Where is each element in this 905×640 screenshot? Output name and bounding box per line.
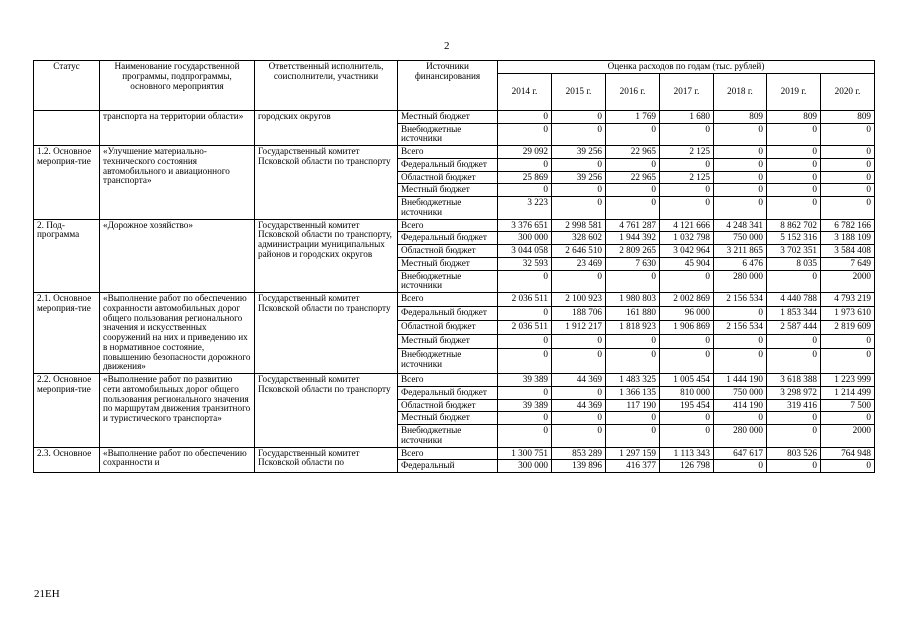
amount-cell: 0 — [660, 412, 714, 425]
amount-cell: 0 — [498, 307, 552, 321]
funding-source: Областной бюджет — [398, 399, 498, 412]
row-status: 2.3. Основное — [34, 447, 100, 473]
amount-cell: 3 584 408 — [821, 245, 875, 258]
amount-cell: 2 100 923 — [552, 293, 606, 307]
row-executor: Государственный комитет Псковской области по транспорту — [255, 293, 398, 374]
header-estimate: Оценка расходов по годам (тыс. рублей) — [498, 61, 875, 74]
amount-cell: 1 113 343 — [660, 447, 714, 460]
row-executor: Государственный комитет Псковской области по транспорту, администрации муниципальных районов и городских округов — [255, 219, 398, 293]
amount-cell: 0 — [767, 158, 821, 171]
amount-cell: 2 125 — [660, 171, 714, 184]
amount-cell: 195 454 — [660, 399, 714, 412]
amount-cell: 809 — [821, 110, 875, 123]
amount-cell: 3 298 972 — [767, 386, 821, 399]
amount-cell: 0 — [660, 425, 714, 448]
row-executor: Государственный комитет Псковской области по транспорту — [255, 374, 398, 448]
amount-cell: 1 818 923 — [606, 321, 660, 335]
amount-cell: 96 000 — [660, 307, 714, 321]
row-executor: Государственный комитет Псковской области по транспорту — [255, 146, 398, 220]
row-program-name: «Выполнение работ по развитию сети автомобильных дорог общего пользования регионального значения по маршрутам движения транзитного и туристического транспорта» — [100, 374, 255, 448]
header-year: 2020 г. — [821, 73, 875, 110]
amount-cell: 300 000 — [498, 232, 552, 245]
funding-source: Местный бюджет — [398, 110, 498, 123]
amount-cell: 750 000 — [714, 232, 767, 245]
row-program-name: «Улучшение материально-технического состояния автомобильного и авиационного транспорта» — [100, 146, 255, 220]
amount-cell: 0 — [714, 412, 767, 425]
row-status — [34, 110, 100, 145]
amount-cell: 809 — [767, 110, 821, 123]
amount-cell: 0 — [552, 158, 606, 171]
amount-cell: 0 — [606, 158, 660, 171]
amount-cell: 1 223 999 — [821, 374, 875, 387]
amount-cell: 0 — [660, 270, 714, 293]
amount-cell: 25 869 — [498, 171, 552, 184]
funding-source: Местный бюджет — [398, 257, 498, 270]
amount-cell: 0 — [714, 335, 767, 349]
amount-cell: 1 297 159 — [606, 447, 660, 460]
amount-cell: 0 — [606, 123, 660, 146]
amount-cell: 0 — [821, 460, 875, 473]
table-row — [34, 293, 875, 307]
amount-cell: 2 125 — [660, 146, 714, 159]
amount-cell: 0 — [552, 386, 606, 399]
row-program-name: «Выполнение работ по обеспечению сохранности автомобильных дорог общего пользования регионального значения и искусственных сооружений на них и приведению их в нормативное состояние, повышению безопасности дорожного движения» — [100, 293, 255, 374]
amount-cell: 0 — [606, 184, 660, 197]
amount-cell: 0 — [767, 460, 821, 473]
amount-cell: 0 — [498, 110, 552, 123]
amount-cell: 39 389 — [498, 374, 552, 387]
amount-cell: 0 — [660, 158, 714, 171]
amount-cell: 0 — [714, 158, 767, 171]
amount-cell: 1 944 392 — [606, 232, 660, 245]
amount-cell: 1 980 803 — [606, 293, 660, 307]
header-name: Наименование государственной программы, подпрограммы, основного мероприятия — [100, 61, 255, 111]
amount-cell: 161 880 — [606, 307, 660, 321]
amount-cell: 0 — [552, 184, 606, 197]
table-body — [34, 110, 875, 472]
amount-cell: 3 223 — [498, 197, 552, 220]
header-year: 2014 г. — [498, 73, 552, 110]
amount-cell: 0 — [552, 349, 606, 374]
amount-cell: 2 646 510 — [552, 245, 606, 258]
amount-cell: 0 — [660, 349, 714, 374]
header-executor: Ответственный исполнитель, соисполнители, участники — [255, 61, 398, 111]
amount-cell: 0 — [821, 184, 875, 197]
amount-cell: 0 — [660, 184, 714, 197]
amount-cell: 0 — [821, 412, 875, 425]
amount-cell: 1 906 869 — [660, 321, 714, 335]
funding-source: Всего — [398, 219, 498, 232]
row-status: 2.2. Основное мероприя-тие — [34, 374, 100, 448]
row-status: 1.2. Основное мероприя-тие — [34, 146, 100, 220]
funding-source: Федеральный бюджет — [398, 158, 498, 171]
amount-cell: 0 — [714, 307, 767, 321]
amount-cell: 803 526 — [767, 447, 821, 460]
amount-cell: 319 416 — [767, 399, 821, 412]
amount-cell: 853 289 — [552, 447, 606, 460]
row-program-name: «Выполнение работ по обеспечению сохранности и — [100, 447, 255, 473]
amount-cell: 416 377 — [606, 460, 660, 473]
amount-cell: 45 904 — [660, 257, 714, 270]
amount-cell: 8 862 702 — [767, 219, 821, 232]
amount-cell: 0 — [767, 412, 821, 425]
amount-cell: 2 036 511 — [498, 321, 552, 335]
amount-cell: 0 — [498, 386, 552, 399]
amount-cell: 1 912 217 — [552, 321, 606, 335]
funding-source: Внебюджетные источники — [398, 197, 498, 220]
funding-source: Областной бюджет — [398, 321, 498, 335]
amount-cell: 0 — [498, 184, 552, 197]
amount-cell: 0 — [714, 349, 767, 374]
amount-cell: 0 — [767, 270, 821, 293]
amount-cell: 0 — [714, 146, 767, 159]
header-year: 2017 г. — [660, 73, 714, 110]
amount-cell: 117 190 — [606, 399, 660, 412]
amount-cell: 0 — [606, 335, 660, 349]
page-number: 2 — [444, 40, 450, 52]
amount-cell: 0 — [498, 425, 552, 448]
amount-cell: 3 044 058 — [498, 245, 552, 258]
header-sources: Источники финансирования — [398, 61, 498, 111]
amount-cell: 0 — [767, 349, 821, 374]
funding-source: Федеральный бюджет — [398, 232, 498, 245]
amount-cell: 0 — [660, 335, 714, 349]
funding-source: Местный бюджет — [398, 335, 498, 349]
amount-cell: 0 — [552, 335, 606, 349]
amount-cell: 0 — [498, 349, 552, 374]
amount-cell: 0 — [606, 270, 660, 293]
table-row — [34, 219, 875, 232]
amount-cell: 0 — [660, 197, 714, 220]
amount-cell: 0 — [552, 110, 606, 123]
amount-cell: 809 — [714, 110, 767, 123]
funding-source: Федеральный — [398, 460, 498, 473]
amount-cell: 0 — [498, 270, 552, 293]
amount-cell: 3 618 388 — [767, 374, 821, 387]
amount-cell: 44 369 — [552, 399, 606, 412]
amount-cell: 0 — [498, 412, 552, 425]
amount-cell: 22 965 — [606, 171, 660, 184]
amount-cell: 0 — [498, 335, 552, 349]
amount-cell: 3 702 351 — [767, 245, 821, 258]
amount-cell: 4 440 788 — [767, 293, 821, 307]
amount-cell: 3 211 865 — [714, 245, 767, 258]
amount-cell: 0 — [821, 197, 875, 220]
amount-cell: 29 092 — [498, 146, 552, 159]
funding-source: Местный бюджет — [398, 184, 498, 197]
amount-cell: 1 444 190 — [714, 374, 767, 387]
funding-source: Федеральный бюджет — [398, 386, 498, 399]
amount-cell: 1 214 499 — [821, 386, 875, 399]
funding-source: Всего — [398, 293, 498, 307]
amount-cell: 4 248 341 — [714, 219, 767, 232]
funding-source: Федеральный бюджет — [398, 307, 498, 321]
amount-cell: 1 032 798 — [660, 232, 714, 245]
amount-cell: 0 — [767, 335, 821, 349]
amount-cell: 2000 — [821, 425, 875, 448]
amount-cell: 7 649 — [821, 257, 875, 270]
amount-cell: 5 152 316 — [767, 232, 821, 245]
amount-cell: 4 793 219 — [821, 293, 875, 307]
amount-cell: 0 — [714, 460, 767, 473]
amount-cell: 0 — [821, 171, 875, 184]
table-row — [34, 110, 875, 123]
amount-cell: 39 256 — [552, 146, 606, 159]
amount-cell: 0 — [767, 184, 821, 197]
budget-table — [33, 60, 875, 473]
amount-cell: 280 000 — [714, 425, 767, 448]
amount-cell: 22 965 — [606, 146, 660, 159]
funding-source: Внебюджетные источники — [398, 349, 498, 374]
amount-cell: 0 — [821, 335, 875, 349]
amount-cell: 0 — [606, 412, 660, 425]
amount-cell: 0 — [714, 184, 767, 197]
amount-cell: 300 000 — [498, 460, 552, 473]
amount-cell: 0 — [660, 123, 714, 146]
row-executor: городских округов — [255, 110, 398, 145]
amount-cell: 2 002 869 — [660, 293, 714, 307]
amount-cell: 2 998 581 — [552, 219, 606, 232]
amount-cell: 8 035 — [767, 257, 821, 270]
amount-cell: 0 — [767, 146, 821, 159]
row-executor: Государственный комитет Псковской области по — [255, 447, 398, 473]
amount-cell: 6 476 — [714, 257, 767, 270]
funding-source: Местный бюджет — [398, 412, 498, 425]
amount-cell: 0 — [552, 123, 606, 146]
header-year: 2018 г. — [714, 73, 767, 110]
amount-cell: 3 042 964 — [660, 245, 714, 258]
amount-cell: 1 483 325 — [606, 374, 660, 387]
amount-cell: 1 853 344 — [767, 307, 821, 321]
amount-cell: 139 896 — [552, 460, 606, 473]
header-year: 2019 г. — [767, 73, 821, 110]
amount-cell: 0 — [821, 158, 875, 171]
amount-cell: 0 — [606, 425, 660, 448]
row-program-name: «Дорожное хозяйство» — [100, 219, 255, 293]
row-program-name: транспорта на территории области» — [100, 110, 255, 145]
funding-source: Внебюджетные источники — [398, 123, 498, 146]
amount-cell: 764 948 — [821, 447, 875, 460]
amount-cell: 39 389 — [498, 399, 552, 412]
amount-cell: 7 630 — [606, 257, 660, 270]
funding-source: Всего — [398, 447, 498, 460]
footer-code: 21ЕН — [34, 588, 60, 600]
funding-source: Внебюджетные источники — [398, 425, 498, 448]
amount-cell: 1 005 454 — [660, 374, 714, 387]
amount-cell: 44 369 — [552, 374, 606, 387]
amount-cell: 1 680 — [660, 110, 714, 123]
funding-source: Внебюджетные источники — [398, 270, 498, 293]
table-row — [34, 374, 875, 387]
amount-cell: 0 — [714, 123, 767, 146]
amount-cell: 6 782 166 — [821, 219, 875, 232]
amount-cell: 328 602 — [552, 232, 606, 245]
amount-cell: 3 188 109 — [821, 232, 875, 245]
amount-cell: 0 — [767, 197, 821, 220]
amount-cell: 0 — [498, 123, 552, 146]
amount-cell: 0 — [714, 171, 767, 184]
amount-cell: 1 973 610 — [821, 307, 875, 321]
amount-cell: 4 121 666 — [660, 219, 714, 232]
funding-source: Всего — [398, 146, 498, 159]
amount-cell: 2 156 534 — [714, 321, 767, 335]
header-status: Статус — [34, 61, 100, 111]
amount-cell: 2 036 511 — [498, 293, 552, 307]
amount-cell: 0 — [552, 412, 606, 425]
amount-cell: 0 — [767, 123, 821, 146]
amount-cell: 0 — [821, 123, 875, 146]
amount-cell: 0 — [606, 349, 660, 374]
header-year: 2016 г. — [606, 73, 660, 110]
amount-cell: 0 — [714, 197, 767, 220]
amount-cell: 0 — [552, 197, 606, 220]
funding-source: Областной бюджет — [398, 171, 498, 184]
amount-cell: 414 190 — [714, 399, 767, 412]
amount-cell: 4 761 287 — [606, 219, 660, 232]
amount-cell: 2 156 534 — [714, 293, 767, 307]
amount-cell: 0 — [767, 425, 821, 448]
amount-cell: 750 000 — [714, 386, 767, 399]
amount-cell: 2000 — [821, 270, 875, 293]
amount-cell: 39 256 — [552, 171, 606, 184]
amount-cell: 1 769 — [606, 110, 660, 123]
amount-cell: 0 — [552, 270, 606, 293]
funding-source: Всего — [398, 374, 498, 387]
amount-cell: 23 469 — [552, 257, 606, 270]
amount-cell: 3 376 651 — [498, 219, 552, 232]
amount-cell: 0 — [552, 425, 606, 448]
amount-cell: 2 819 609 — [821, 321, 875, 335]
amount-cell: 2 809 265 — [606, 245, 660, 258]
amount-cell: 1 366 135 — [606, 386, 660, 399]
amount-cell: 647 617 — [714, 447, 767, 460]
row-status: 2.1. Основное мероприя-тие — [34, 293, 100, 374]
amount-cell: 810 000 — [660, 386, 714, 399]
funding-source: Областной бюджет — [398, 245, 498, 258]
header-year: 2015 г. — [552, 73, 606, 110]
amount-cell: 0 — [821, 349, 875, 374]
amount-cell: 7 500 — [821, 399, 875, 412]
amount-cell: 280 000 — [714, 270, 767, 293]
table-row — [34, 447, 875, 460]
table-row — [34, 146, 875, 159]
amount-cell: 0 — [821, 146, 875, 159]
amount-cell: 32 593 — [498, 257, 552, 270]
amount-cell: 2 587 444 — [767, 321, 821, 335]
row-status: 2. Под-программа — [34, 219, 100, 293]
amount-cell: 1 300 751 — [498, 447, 552, 460]
amount-cell: 0 — [767, 171, 821, 184]
amount-cell: 126 798 — [660, 460, 714, 473]
amount-cell: 0 — [606, 197, 660, 220]
amount-cell: 0 — [498, 158, 552, 171]
amount-cell: 188 706 — [552, 307, 606, 321]
